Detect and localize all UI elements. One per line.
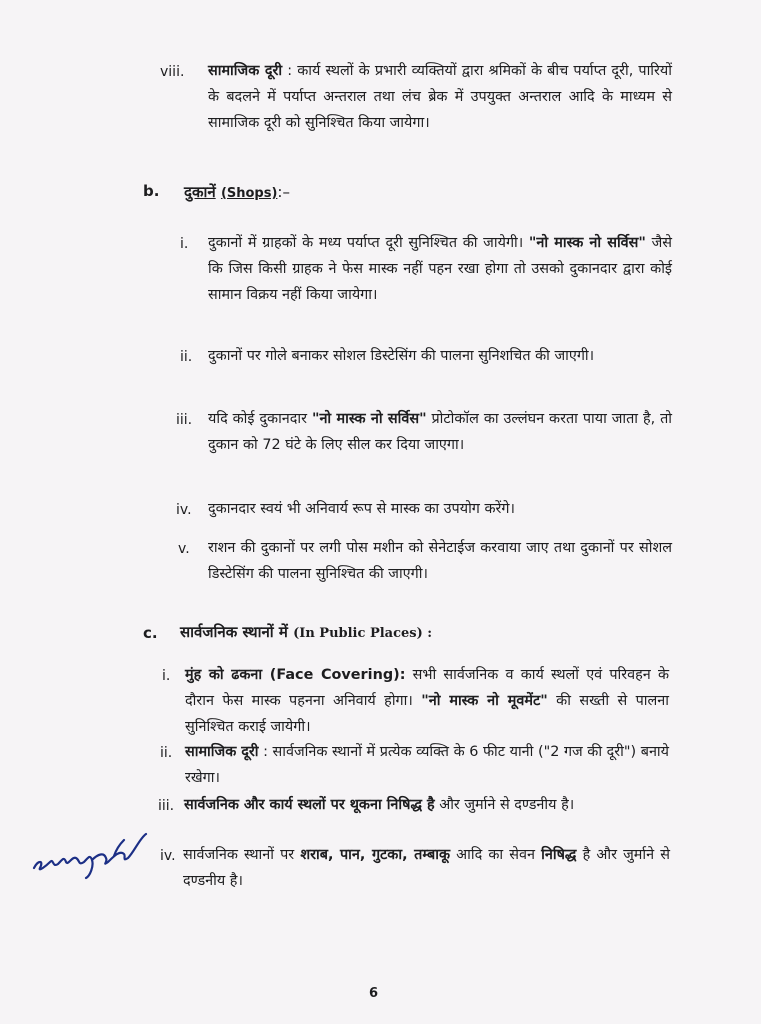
section-title-en: (Shops)	[220, 186, 278, 201]
item-number: iii.	[176, 412, 193, 428]
item-number: i.	[180, 236, 189, 252]
shops-item-3	[208, 406, 672, 458]
paragraph-viii	[208, 58, 672, 136]
item-number: iv.	[176, 502, 192, 518]
section-letter: c.	[143, 624, 158, 642]
section-suffix: :–	[277, 183, 290, 201]
text: यदि कोई दुकानदार	[208, 411, 312, 427]
bold-text: "नो मास्क नो सर्विस"	[311, 411, 427, 427]
bold-text: सामाजिक दूरी	[185, 744, 259, 760]
public-item-1	[185, 662, 669, 740]
item-number: ii.	[180, 349, 193, 365]
bold-text: "नो मास्क नो मूवमेंट"	[421, 693, 548, 709]
shops-item-4	[208, 496, 672, 522]
label-social-distance: सामाजिक दूरी	[208, 63, 283, 79]
shops-item-2	[208, 343, 672, 369]
item-number: iii.	[158, 798, 175, 814]
item-number: iv.	[160, 848, 176, 864]
section-letter: b.	[143, 182, 160, 200]
public-item-2	[185, 739, 669, 791]
text: : सार्वजनिक स्थानों में प्रत्येक व्यक्ति के 6 फीट यानी ("2 गज की दूरी") बनाये रखेगा।	[185, 744, 670, 786]
text: की सख्ती से पालना सुनिश्चित कराई जायेगी।	[185, 693, 669, 735]
section-b-heading	[184, 182, 290, 202]
public-item-4	[183, 842, 670, 894]
text: दुकानों में ग्राहकों के मध्य पर्याप्त दूरी सुनिश्चित की जायेगी।	[208, 235, 529, 251]
shops-item-5	[208, 535, 672, 587]
item-number: i.	[162, 668, 171, 684]
bold-text: शराब, पान, गुटका, तम्बाकू	[300, 847, 450, 863]
text: सभी सार्वजनिक व कार्य स्थलों एवं परिवहन के दौरान फेस मास्क पहनना अनिवार्य होगा।	[185, 667, 669, 709]
text: सार्वजनिक स्थानों पर	[183, 847, 301, 863]
bold-text: मुंह को ढकना (Face Covering):	[185, 667, 406, 683]
item-number: ii.	[160, 745, 173, 761]
bold-text: निषिद्ध	[541, 847, 577, 863]
text: दुकानों पर गोले बनाकर सोशल डिस्टेसिंग की पालना सुनिशचित की जाएगी।	[208, 348, 595, 364]
section-title: दुकानें	[184, 183, 216, 201]
section-title: सार्वजनिक स्थानों में	[180, 623, 288, 641]
text: आदि का सेवन	[450, 847, 542, 863]
text: प्रोटोकॉल का उल्लंघन करता पाया जाता है, तो दुकान को 72 घंटे के लिए सील कर दिया जाएगा।	[208, 411, 672, 453]
text: दुकानदार स्वयं भी अनिवार्य रूप से मास्क का उपयोग करेंगे।	[208, 501, 515, 517]
text: जैसे कि जिस किसी ग्राहक ने फेस मास्क नहीं पहन रखा होगा तो उसको दुकानदार द्वारा कोई सामान विक्रय नहीं किया जायेगा।	[208, 235, 673, 303]
bold-text: सार्वजनिक और कार्य स्थलों पर थूकना निषिद्ध है	[184, 797, 435, 813]
page-number: 6	[369, 986, 379, 1001]
public-item-3	[184, 792, 670, 818]
shops-item-1	[208, 230, 672, 308]
handwritten-signature	[28, 826, 168, 886]
item-number: viii.	[160, 64, 185, 80]
section-title-en: (In Public Places) :	[293, 626, 433, 641]
paragraph-text: : कार्य स्थलों के प्रभारी व्यक्तियों द्वारा श्रमिकों के बीच पर्याप्त दूरी, पारियों के बदलने में पर्याप्त अन्तराल तथा लंच ब्रेक में उपयुक्त अन्तराल आदि के माध्यम से सामाजिक दूरी को सुनिश्चित किया जायेगा।	[208, 63, 672, 131]
bold-text: "नो मास्क नो सर्विस"	[528, 235, 646, 251]
text: और जुर्माने से दण्डनीय है।	[434, 797, 575, 813]
text: है और जुर्माने से दण्डनीय है।	[183, 847, 670, 889]
item-number: v.	[178, 541, 190, 557]
section-c-heading	[180, 622, 432, 642]
text: राशन की दुकानों पर लगी पोस मशीन को सेनेटाईज करवाया जाए तथा दुकानों पर सोशल डिस्टेसिंग की पालना सुनिश्चित की जाएगी।	[208, 540, 672, 582]
